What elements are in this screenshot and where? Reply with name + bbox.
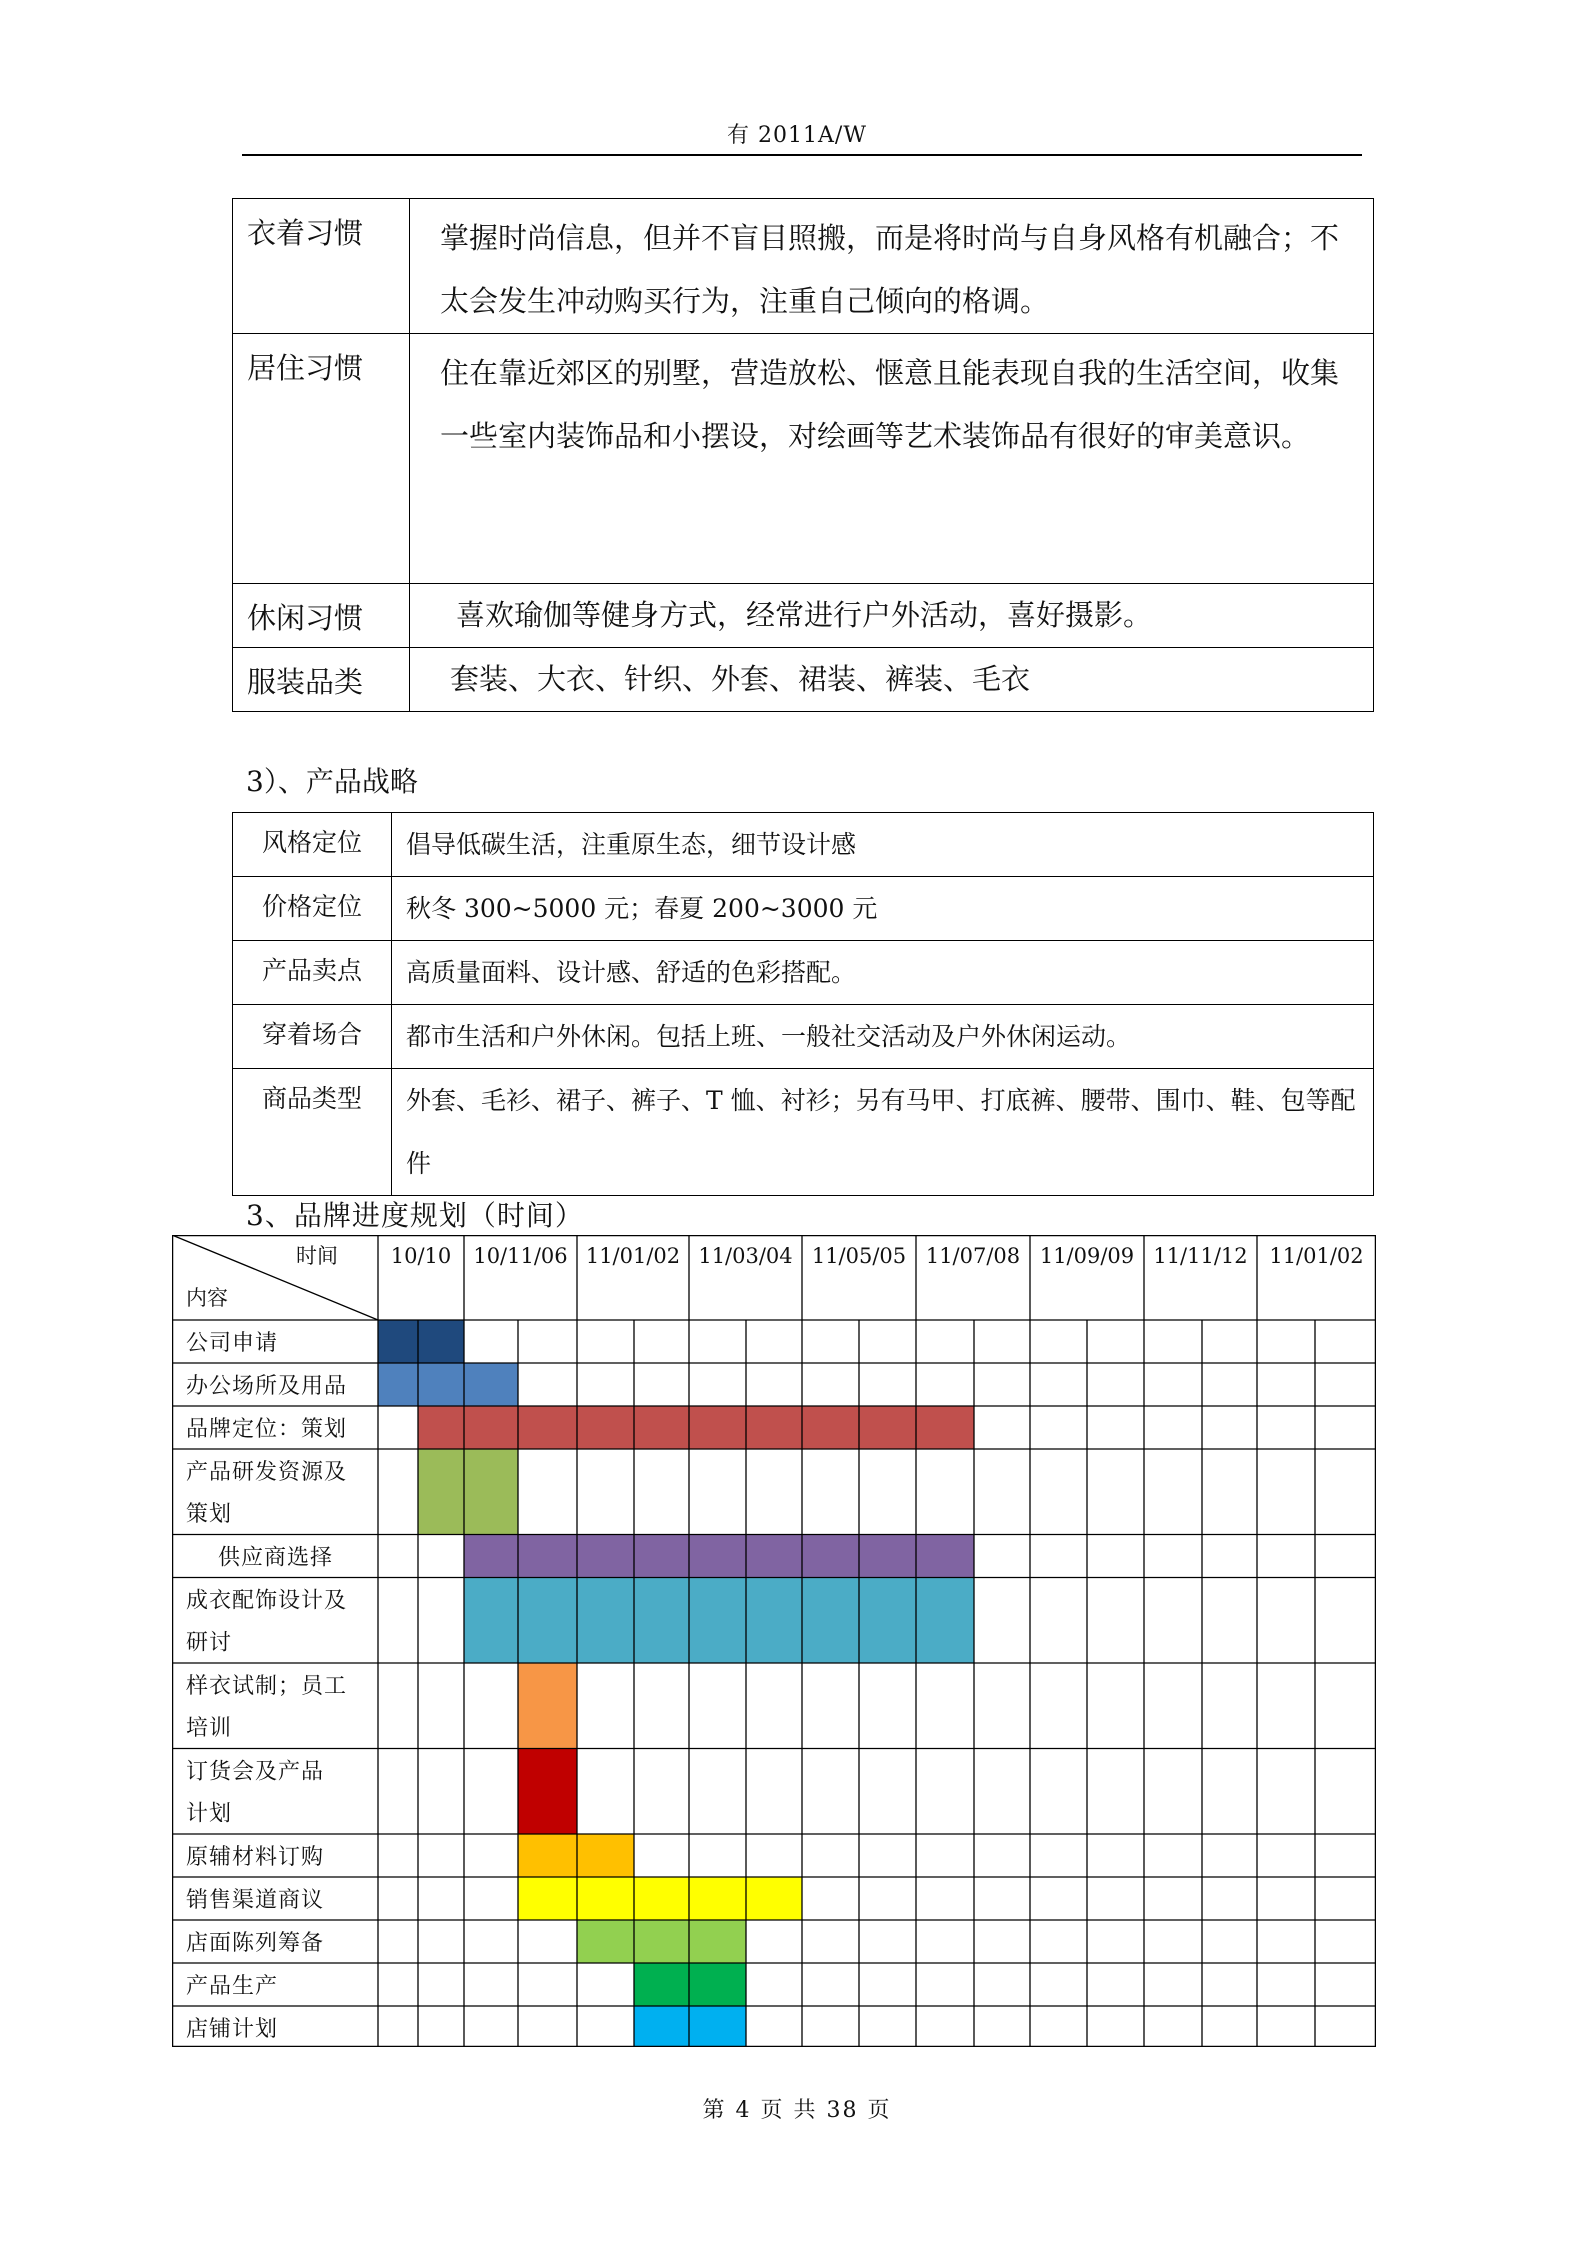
gantt-bar <box>418 1449 518 1535</box>
consumer-profile-table <box>232 198 1374 712</box>
strategy-value: 外套、毛衫、裙子、裤子、T 恤、衬衫；另有马甲、打底裤、腰带、围巾、鞋、包等配件 <box>392 1069 1374 1196</box>
gantt-task-label: 研讨 <box>186 1630 233 1656</box>
profile-key: 服装品类 <box>233 648 410 712</box>
gantt-task-label: 成衣配饰设计及 <box>186 1588 348 1614</box>
gantt-date-label: 11/03/04 <box>698 1244 793 1268</box>
gantt-task-label: 产品生产 <box>186 1974 279 1999</box>
gantt-bar <box>634 1963 746 2006</box>
product-strategy-table <box>232 812 1374 1196</box>
strategy-value: 高质量面料、设计感、舒适的色彩搭配。 <box>392 941 1374 1005</box>
brand-schedule-gantt <box>172 1235 1376 2047</box>
gantt-task-label: 公司申请 <box>186 1331 279 1356</box>
profile-key: 居住习惯 <box>233 334 410 584</box>
page-header: 有 2011A/W <box>727 123 867 148</box>
gantt-date-label: 11/05/05 <box>811 1244 907 1268</box>
gantt-task-label: 店铺计划 <box>186 2017 279 2042</box>
strategy-row <box>233 941 1374 1005</box>
strategy-key: 穿着场合 <box>233 1005 392 1069</box>
strategy-key: 产品卖点 <box>233 941 392 1005</box>
gantt-bar <box>378 1363 518 1406</box>
gantt-task-label: 原辅材料订购 <box>186 1845 325 1870</box>
gantt-task-label: 销售渠道商议 <box>186 1888 325 1913</box>
gantt-bar <box>518 1663 577 1749</box>
gantt-date-label: 11/09/09 <box>1039 1244 1135 1268</box>
gantt-task-label: 供应商选择 <box>218 1545 334 1571</box>
gantt-task-label: 培训 <box>186 1716 233 1741</box>
strategy-key: 商品类型 <box>233 1069 392 1196</box>
gantt-date-label: 11/07/08 <box>925 1244 1021 1268</box>
profile-value: 喜欢瑜伽等健身方式，经常进行户外活动，喜好摄影。 <box>410 584 1374 648</box>
gantt-task-label: 订货会及产品 <box>186 1759 325 1785</box>
gantt-date-label: 11/01/02 <box>585 1244 681 1268</box>
gantt-corner-time: 时间 <box>296 1244 338 1268</box>
gantt-task-label: 策划 <box>186 1502 233 1527</box>
gantt-date-label: 10/11/06 <box>473 1244 568 1268</box>
strategy-row <box>233 1069 1374 1196</box>
strategy-key: 价格定位 <box>233 877 392 941</box>
strategy-value: 秋冬 300~5000 元；春夏 200~3000 元 <box>392 877 1374 941</box>
schedule-section-title: 3、品牌进度规划（时间） <box>246 1199 584 1232</box>
profile-row <box>233 199 1374 334</box>
profile-row <box>233 334 1374 584</box>
gantt-task-label: 样衣试制；员工 <box>186 1674 348 1699</box>
header-rule <box>242 154 1362 156</box>
gantt-bar <box>418 1406 974 1449</box>
gantt-task-label: 产品研发资源及 <box>186 1460 348 1485</box>
page-footer: 第 4 页 共 38 页 <box>702 2098 892 2123</box>
strategy-row <box>233 813 1374 877</box>
profile-row <box>233 584 1374 648</box>
gantt-bar <box>518 1877 802 1920</box>
gantt-date-label: 11/11/12 <box>1153 1244 1248 1268</box>
strategy-section-title: 3）、产品战略 <box>246 765 418 798</box>
gantt-corner-content: 内容 <box>186 1286 228 1310</box>
gantt-task-label: 品牌定位：策划 <box>186 1417 348 1442</box>
profile-value: 掌握时尚信息，但并不盲目照搬，而是将时尚与自身风格有机融合；不太会发生冲动购买行为，注重自己倾向的格调。 <box>410 199 1374 334</box>
gantt-bar <box>518 1834 634 1877</box>
profile-key: 休闲习惯 <box>233 584 410 648</box>
gantt-date-label: 10/10 <box>390 1244 452 1268</box>
profile-row <box>233 648 1374 712</box>
gantt-bar <box>464 1578 974 1664</box>
gantt-bar <box>518 1749 577 1835</box>
profile-value: 住在靠近郊区的别墅，营造放松、惬意且能表现自我的生活空间，收集一些室内装饰品和小摆设，对绘画等艺术装饰品有很好的审美意识。 <box>410 334 1374 584</box>
strategy-row <box>233 1005 1374 1069</box>
gantt-bar <box>464 1535 974 1578</box>
strategy-row <box>233 877 1374 941</box>
gantt-task-label: 店面陈列筹备 <box>186 1931 325 1956</box>
strategy-key: 风格定位 <box>233 813 392 877</box>
gantt-task-label: 计划 <box>186 1801 233 1827</box>
gantt-bar <box>634 2006 746 2047</box>
strategy-value: 倡导低碳生活，注重原生态，细节设计感 <box>392 813 1374 877</box>
profile-value: 套装、大衣、针织、外套、裙装、裤装、毛衣 <box>410 648 1374 712</box>
gantt-bar <box>378 1320 464 1363</box>
gantt-bar <box>577 1920 746 1963</box>
gantt-date-label: 11/01/02 <box>1269 1244 1364 1268</box>
strategy-value: 都市生活和户外休闲。包括上班、一般社交活动及户外休闲运动。 <box>392 1005 1374 1069</box>
profile-key: 衣着习惯 <box>233 199 410 334</box>
gantt-task-label: 办公场所及用品 <box>186 1374 348 1399</box>
